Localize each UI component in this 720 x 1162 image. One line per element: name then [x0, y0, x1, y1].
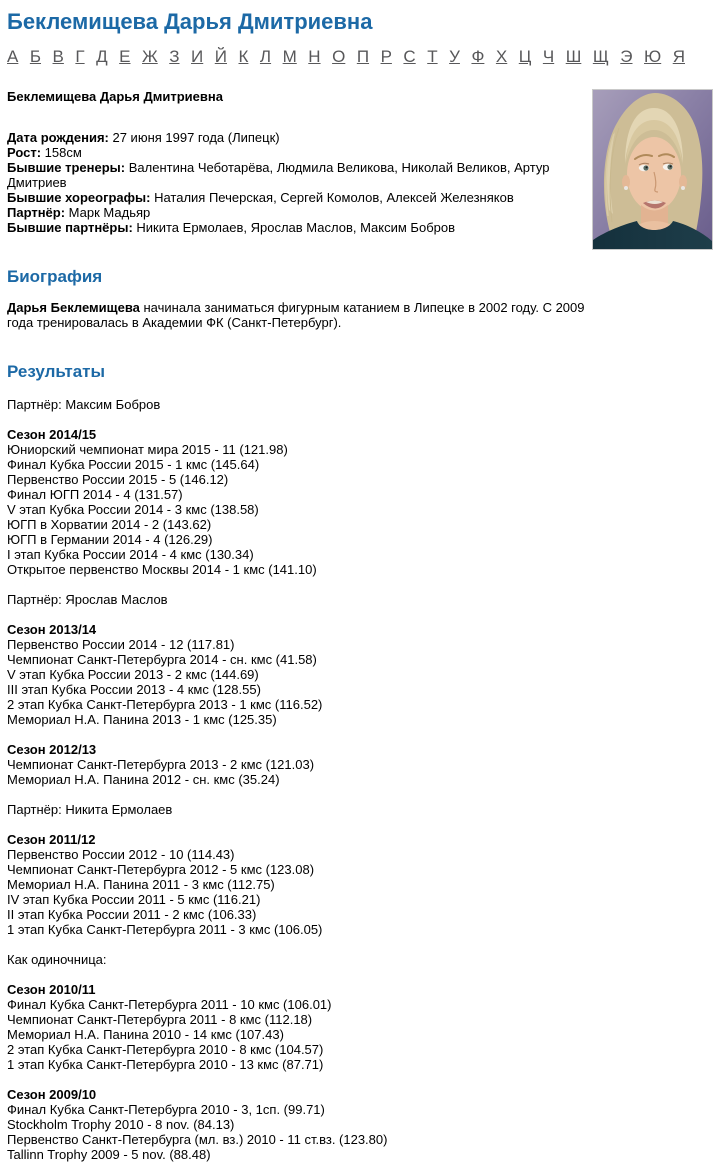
alphabet-letter-В[interactable]: В: [52, 47, 64, 66]
alphabet-letter-П[interactable]: П: [356, 47, 370, 66]
skater-photo: [592, 89, 713, 250]
season-title: Сезон 2009/10: [7, 1087, 97, 1102]
result-line: Первенство Санкт-Петербурга (мл. вз.) 2010 - 11 ст.вз. (123.80): [7, 1132, 388, 1147]
biography-header: Биография: [7, 267, 103, 286]
biography-text: [7, 300, 597, 330]
profile-field: Бывшие партнёры: Никита Ермолаев, Ярослав Маслов, Максим Бобров: [7, 220, 456, 235]
page-title: Беклемищева Дарья Дмитриевна: [7, 9, 373, 34]
alphabet-letter-Ю[interactable]: Ю: [644, 47, 662, 66]
season-block: [7, 982, 597, 1072]
main-content: [7, 89, 713, 1162]
profile-field: Бывшие тренеры: Валентина Чеботарёва, Людмила Великова, Николай Великов, Артур Дмитриев: [7, 160, 550, 190]
result-line: Первенство России 2012 - 10 (114.43): [7, 847, 235, 862]
profile-name: Беклемищева Дарья Дмитриевна: [7, 89, 223, 104]
alphabet-letter-Ф[interactable]: Ф: [471, 47, 485, 66]
result-line: Первенство России 2015 - 5 (146.12): [7, 472, 229, 487]
alphabet-letter-Х[interactable]: Х: [495, 47, 508, 66]
season-title: Сезон 2012/13: [7, 742, 97, 757]
season-block: [7, 1087, 597, 1162]
result-line: V этап Кубка России 2013 - 2 кмс (144.69): [7, 667, 259, 682]
result-line: Stockholm Trophy 2010 - 8 nov. (84.13): [7, 1117, 235, 1132]
alphabet-letter-Т[interactable]: Т: [427, 47, 438, 66]
alphabet-letter-Я[interactable]: Я: [672, 47, 685, 66]
profile-fields: [7, 130, 597, 235]
results-section: [7, 397, 597, 1162]
alphabet-letter-Э[interactable]: Э: [620, 47, 633, 66]
result-line: 2 этап Кубка Санкт-Петербурга 2010 - 8 кмс (104.57): [7, 1042, 324, 1057]
alphabet-letter-Ц[interactable]: Ц: [518, 47, 532, 66]
alphabet-letter-Ж[interactable]: Ж: [142, 47, 158, 66]
partner-line: Партнёр: Максим Бобров: [7, 397, 161, 412]
alphabet-letter-Л[interactable]: Л: [259, 47, 272, 66]
result-line: ЮГП в Хорватии 2014 - 2 (143.62): [7, 517, 212, 532]
season-block: [7, 742, 597, 787]
alphabet-letter-И[interactable]: И: [191, 47, 204, 66]
alphabet-letter-М[interactable]: М: [282, 47, 297, 66]
profile-field: Рост: 158см: [7, 145, 82, 160]
alphabet-letter-Б[interactable]: Б: [29, 47, 42, 66]
alphabet-letter-С[interactable]: С: [403, 47, 416, 66]
portrait-illustration: [593, 90, 712, 249]
alphabet-letter-Ш[interactable]: Ш: [565, 47, 582, 66]
profile-field: Дата рождения: 27 июня 1997 года (Липецк): [7, 130, 280, 145]
result-line: Чемпионат Санкт-Петербурга 2011 - 8 кмс (112.18): [7, 1012, 313, 1027]
result-line: Первенство России 2014 - 12 (117.81): [7, 637, 235, 652]
profile-page: [0, 10, 720, 1162]
result-line: Чемпионат Санкт-Петербурга 2012 - 5 кмс (123.08): [7, 862, 315, 877]
result-line: Финал ЮГП 2014 - 4 (131.57): [7, 487, 183, 502]
result-line: 1 этап Кубка Санкт-Петербурга 2010 - 13 кмс (87.71): [7, 1057, 324, 1072]
alphabet-letter-Е[interactable]: Е: [119, 47, 131, 66]
season-block: [7, 622, 597, 727]
result-line: II этап Кубка России 2011 - 2 кмс (106.33): [7, 907, 257, 922]
result-line: Мемориал Н.А. Панина 2011 - 3 кмс (112.75): [7, 877, 275, 892]
note-line: Как одиночница:: [7, 952, 107, 967]
result-line: ЮГП в Германии 2014 - 4 (126.29): [7, 532, 213, 547]
result-line: V этап Кубка России 2014 - 3 кмс (138.58): [7, 502, 259, 517]
result-line: Tallinn Trophy 2009 - 5 nov. (88.48): [7, 1147, 211, 1162]
season-title: Сезон 2014/15: [7, 427, 97, 442]
result-line: Чемпионат Санкт-Петербурга 2013 - 2 кмс (121.03): [7, 757, 315, 772]
alphabet-letter-Щ[interactable]: Щ: [592, 47, 609, 66]
result-line: 1 этап Кубка Санкт-Петербурга 2011 - 3 кмс (106.05): [7, 922, 323, 937]
result-line: Финал Кубка Санкт-Петербурга 2011 - 10 кмс (106.01): [7, 997, 332, 1012]
alphabet-letter-К[interactable]: К: [238, 47, 249, 66]
result-line: 2 этап Кубка Санкт-Петербурга 2013 - 1 кмс (116.52): [7, 697, 323, 712]
partner-line: Партнёр: Никита Ермолаев: [7, 802, 173, 817]
result-line: III этап Кубка России 2013 - 4 кмс (128.55): [7, 682, 261, 697]
text-column: [7, 89, 597, 1162]
season-title: Сезон 2013/14: [7, 622, 97, 637]
result-line: Мемориал Н.А. Панина 2013 - 1 кмс (125.35): [7, 712, 277, 727]
partner-line: Партнёр: Ярослав Маслов: [7, 592, 168, 607]
result-line: Юниорский чемпионат мира 2015 - 11 (121.98): [7, 442, 288, 457]
biography-rest: начинала заниматься фигурным катанием в Липецке в 2002 году. С 2009 года тренировалась в Академии ФК (Санкт-Петербург).: [7, 300, 585, 330]
alphabet-letter-Й[interactable]: Й: [214, 47, 227, 66]
result-line: Чемпионат Санкт-Петербурга 2014 - сн. кмс (41.58): [7, 652, 317, 667]
result-line: Финал Кубка Санкт-Петербурга 2010 - 3, 1сп. (99.71): [7, 1102, 325, 1117]
result-line: IV этап Кубка России 2011 - 5 кмс (116.21): [7, 892, 261, 907]
alphabet-letter-У[interactable]: У: [449, 47, 460, 66]
season-title: Сезон 2010/11: [7, 982, 96, 997]
profile-field: Партнёр: Марк Мадьяр: [7, 205, 151, 220]
result-line: Мемориал Н.А. Панина 2012 - сн. кмс (35.24): [7, 772, 280, 787]
alphabet-letter-Ч[interactable]: Ч: [542, 47, 555, 66]
season-block: [7, 427, 597, 577]
result-line: Открытое первенство Москвы 2014 - 1 кмс (141.10): [7, 562, 317, 577]
alphabet-letter-З[interactable]: З: [169, 47, 180, 66]
season-block: [7, 832, 597, 937]
alphabet-letter-Д[interactable]: Д: [96, 47, 108, 66]
alphabet-letter-Н[interactable]: Н: [308, 47, 321, 66]
alphabet-letter-Г[interactable]: Г: [75, 47, 85, 66]
alphabet-nav: [7, 47, 685, 66]
alphabet-letter-Р[interactable]: Р: [380, 47, 392, 66]
results-header: Результаты: [7, 362, 106, 381]
alphabet-letter-О[interactable]: О: [332, 47, 346, 66]
result-line: Финал Кубка России 2015 - 1 кмс (145.64): [7, 457, 260, 472]
biography-bold-name: Дарья Беклемищева: [7, 300, 140, 315]
result-line: Мемориал Н.А. Панина 2010 - 14 кмс (107.43): [7, 1027, 284, 1042]
alphabet-letter-А[interactable]: А: [7, 47, 19, 66]
profile-field: Бывшие хореографы: Наталия Печерская, Сергей Комолов, Алексей Железняков: [7, 190, 514, 205]
season-title: Сезон 2011/12: [7, 832, 96, 847]
result-line: I этап Кубка России 2014 - 4 кмс (130.34): [7, 547, 254, 562]
